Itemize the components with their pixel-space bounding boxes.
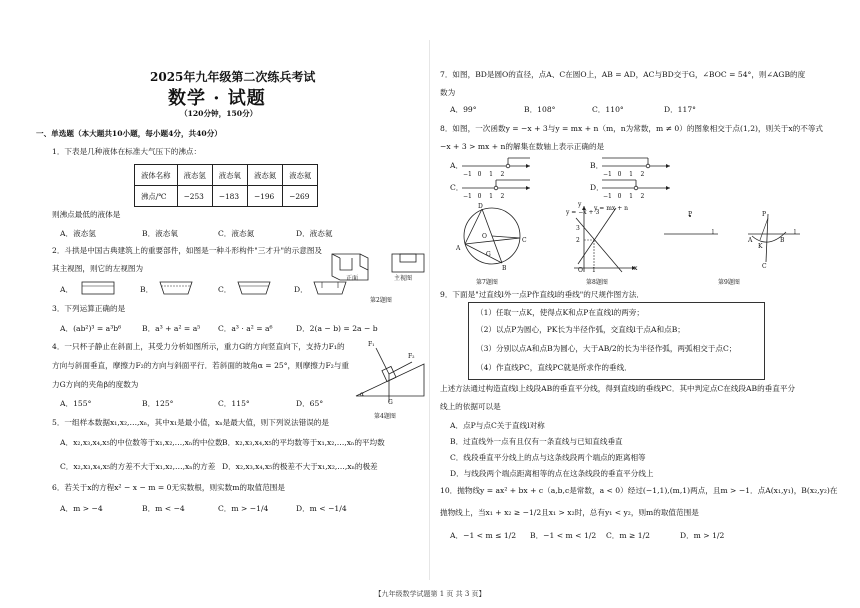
q1-option-d: D．液态氦 [296, 229, 333, 238]
q6-option-d: D．m < −1/4 [296, 504, 347, 513]
tick-label: 2 [500, 193, 505, 200]
q7-option-c: C．110° [592, 105, 624, 114]
q4-label-f2: F₂ [408, 353, 415, 360]
q4-label-alpha: α [360, 391, 365, 398]
fig7-label-a: A [456, 245, 461, 252]
fig9-caption: 第9题图 [718, 279, 740, 286]
q9-option-d: D．与线段两个端点距离相等的点在这条线段的垂直平分线上 [450, 469, 654, 478]
tick-label: −1 [463, 193, 472, 200]
q8-d-ticks [603, 192, 644, 202]
table-cell: 液态氢 [177, 165, 212, 186]
tick-label: 1 [629, 193, 633, 200]
q5-option-a: A．x₂,x₃,x₄,x₅的中位数等于x₁,x₂,…,xₙ的中位数 [60, 438, 223, 447]
exam-time: （120分钟，150分） [180, 109, 258, 118]
q9-stem: 9．下面是"过直线l外一点P作直线l的垂线"的尺规作图方法． [440, 290, 645, 299]
q4-figure [354, 340, 426, 406]
q4-option-c: C．115° [218, 399, 250, 408]
q1-stem: 1．下表是几种液体在标准大气压下的沸点： [52, 147, 202, 156]
tick-label: 0 [617, 193, 622, 200]
fig7-label-o: O [482, 233, 487, 240]
q8-stem-1: 8．如图，一次函数y = −x + 3与y = mx + n（m，n为常数，m ≠ 0）的图象相交于点(1,2)，则关于x的不等式 [440, 124, 824, 133]
q10-stem-2: 抛物线上，当x₁ + x₂ ≥ −1/2且x₁ > x₂时，总有y₁ < y₂，则m的取值范围是 [440, 508, 699, 517]
fig7-label-g: G [486, 251, 491, 258]
q2-label-front: 正面 [346, 275, 359, 282]
q3-stem: 3．下列运算正确的是 [52, 304, 126, 313]
boiling-point-table [134, 164, 318, 207]
table-cell: −253 [177, 186, 212, 207]
tick-label: 0 [477, 193, 482, 200]
tick-label: −1 [463, 171, 472, 178]
fig9-label-l2: l [794, 229, 796, 236]
fig8-label-line2: y = mx + n [594, 205, 629, 212]
q1-option-a: A．液态氢 [60, 229, 96, 238]
q2-option-d: D． [294, 285, 308, 294]
fig9-construction [660, 206, 810, 270]
q2-option-b: B． [140, 285, 154, 294]
q3-option-c: C．a³ · a² = a⁶ [218, 324, 273, 333]
tick-label: 1 [629, 171, 633, 178]
fig8-caption: 第8题图 [586, 279, 608, 286]
q1-option-c: C．液态氮 [218, 229, 255, 238]
fig9-label-b: B [780, 237, 785, 244]
q10-option-d: D．m > 1/2 [680, 531, 725, 540]
q2-option-a: A． [60, 285, 74, 294]
q4-option-b: B．125° [142, 399, 174, 408]
q2-option-b-shape [158, 280, 198, 296]
fig9-label-c: C [762, 263, 767, 270]
fig7-label-b: B [502, 265, 507, 272]
q9-step-1: （1）任取一点K，使得点K和点P在直线l的两旁； [476, 308, 644, 317]
table-cell: 液体名称 [135, 165, 178, 186]
q9-step-4: （4）作直线PC，直线PC就是所求作的垂线． [476, 363, 632, 372]
q2-label-main-view: 主视图 [394, 275, 413, 282]
q5-stem: 5．一组样本数据x₁,x₂,…,xₙ，其中x₁是最小值，xₙ是最大值，则下列说法错误的是 [52, 418, 329, 427]
q8-c-ticks [463, 192, 504, 202]
q7-option-b: B．108° [524, 105, 556, 114]
q8-option-c: C． [450, 183, 464, 192]
section-heading: 一、单选题（本大题共10小题，每小题4分，共40分） [36, 129, 222, 138]
table-cell: 液态氧 [212, 165, 247, 186]
column-divider [429, 40, 430, 580]
q9-option-b: B．过直线外一点有且仅有一条直线与已知直线垂直 [450, 437, 623, 446]
subject-title: 数学 · 试题 [168, 88, 266, 109]
tick-label: −1 [603, 171, 612, 178]
tick-label: 2 [640, 193, 645, 200]
tick-label: 0 [477, 171, 482, 178]
fig8-label-x: x [634, 265, 638, 272]
q7-stem-2: 数为 [440, 88, 456, 97]
fig9-label-k: K [758, 243, 763, 250]
q4-stem-2: 方向与斜面垂直，摩擦力F₂的方向与斜面平行．若斜面的坡角α = 25°，则摩擦力F₂与重 [52, 361, 349, 370]
fig8-label-o: O [578, 267, 583, 274]
tick-label: 1 [489, 171, 493, 178]
fig8-label-3: 3 [576, 225, 580, 232]
q2-stem-2: 其主视图，则它的左视图为 [52, 264, 144, 273]
q4-label-f1: F₁ [368, 341, 375, 348]
tick-label: 1 [489, 193, 493, 200]
q9-option-c: C．线段垂直平分线上的点与这条线段两个端点的距离相等 [450, 453, 646, 462]
q4-label-g: G [388, 399, 393, 406]
q7-stem-1: 7．如图，BD是圆O的直径，点A、C在圆O上，AB = AD，AC与BD交于G，∠BOC = 54°，则∠AGB的度 [440, 70, 806, 79]
q2-stem-1: 2．斗拱是中国古典建筑上的重要部件，如图是一种斗形构件"三才升"的示意图及 [52, 246, 323, 255]
q3-option-b: B．a³ + a² = a⁵ [142, 324, 201, 333]
q2-option-c-shape [236, 280, 276, 296]
table-cell: −269 [283, 186, 318, 207]
fig9-label-l1: l [712, 229, 714, 236]
table-cell: 沸点/℃ [135, 186, 178, 207]
q7-option-a: A．99° [450, 105, 477, 114]
fig7-label-d: D [478, 203, 483, 210]
q6-option-c: C．m > −1/4 [218, 504, 269, 513]
table-cell: 液态氮 [247, 165, 282, 186]
fig7-caption: 第7题图 [476, 279, 498, 286]
q4-caption: 第4题图 [374, 413, 396, 420]
q10-stem-1: 10．抛物线y = ax² + bx + c（a,b,c是常数，a < 0）经过(−1,1),(m,1)两点，且m > −1．点A(x₁,y₁)，B(x₂,y₂)在 [440, 486, 838, 495]
q9-option-a: A．点P与点C关于直线l对称 [450, 421, 545, 430]
tick-label: 2 [640, 171, 645, 178]
q10-option-b: B．−1 < m < 1/2 [530, 531, 597, 540]
q4-option-d: D．65° [296, 399, 324, 408]
q1-question: 则沸点最低的液体是 [52, 210, 121, 219]
q3-option-d: D．2(a − b) = 2a − b [296, 324, 378, 333]
q4-option-a: A．155° [60, 399, 92, 408]
q9-desc-2: 线上的依据可以是 [440, 402, 501, 411]
q8-stem-2: −x + 3 > mx + n的解集在数轴上表示正确的是 [440, 142, 605, 151]
q1-option-b: B．液态氧 [142, 229, 178, 238]
q8-option-d: D． [590, 183, 604, 192]
q10-option-a: A．−1 < m ≤ 1/2 [450, 531, 517, 540]
q10-option-c: C．m ≥ 1/2 [606, 531, 651, 540]
q8-option-b: B． [590, 161, 604, 170]
q9-step-3: （3）分别以点A和点B为圆心，大于AB/2的长为半径作弧，两弧相交于点C； [476, 344, 737, 353]
fig7-circle-diagram [452, 202, 532, 272]
q6-option-b: B．m < −4 [142, 504, 185, 513]
q2-option-a-shape [80, 280, 120, 296]
q6-option-a: A．m > −4 [60, 504, 103, 513]
table-cell: −183 [212, 186, 247, 207]
page-footer: 【九年级数学试题第 1 页 共 3 页】 [374, 590, 486, 598]
q7-option-d: D．117° [664, 105, 696, 114]
q9-desc-1: 上述方法通过构造直线l上线段AB的垂直平分线，得到直线l的垂线PC．其中判定点C在线段AB的垂直平分 [440, 384, 796, 393]
fig8-label-line1: y = −x + 3 [566, 209, 600, 216]
q4-stem-1: 4．一只杯子静止在斜面上，其受力分析如图所示，重力G的方向竖直向下，支持力F₁的 [52, 342, 345, 351]
q2-option-d-shape [312, 280, 352, 296]
q8-option-a: A． [450, 161, 464, 170]
fig9-label-a: A [748, 237, 753, 244]
table-cell: 液态氦 [283, 165, 318, 186]
fig8-label-y: y [578, 201, 582, 208]
tick-label: 0 [617, 171, 622, 178]
q3-option-a: A．(ab²)³ = a³b⁶ [60, 324, 122, 333]
q5-option-c: C．x₂,x₃,x₄,x₅的方差不大于x₁,x₂,…,xₙ的方差 [60, 462, 216, 471]
fig9-label-p2: P [762, 211, 767, 218]
table-cell: −196 [247, 186, 282, 207]
q9-step-2: （2）以点P为圆心，PK长为半径作弧，交直线l于点A和点B； [476, 325, 685, 334]
fig8-label-1: 1 [592, 267, 596, 274]
fig8-label-2: 2 [576, 237, 580, 244]
q2-caption: 第2题图 [370, 297, 392, 304]
fig7-label-c: C [522, 237, 527, 244]
tick-label: −1 [603, 193, 612, 200]
exam-title: 2025年九年级第二次练兵考试 [150, 70, 316, 84]
q6-stem: 6．若关于x的方程x² − x − m = 0无实数根，则实数m的取值范围是 [52, 483, 285, 492]
q2-option-c: C． [218, 285, 232, 294]
q5-option-b: B．x₂,x₃,x₄,x₅的平均数等于x₁,x₂,…,xₙ的平均数 [222, 438, 385, 447]
tick-label: 2 [500, 171, 505, 178]
q4-stem-3: 力G方向的夹角β的度数为 [52, 380, 139, 389]
fig9-label-p1: P [688, 211, 693, 218]
q5-option-d: D．x₂,x₃,x₄,x₅的极差不大于x₁,x₂,…,xₙ的极差 [222, 462, 378, 471]
